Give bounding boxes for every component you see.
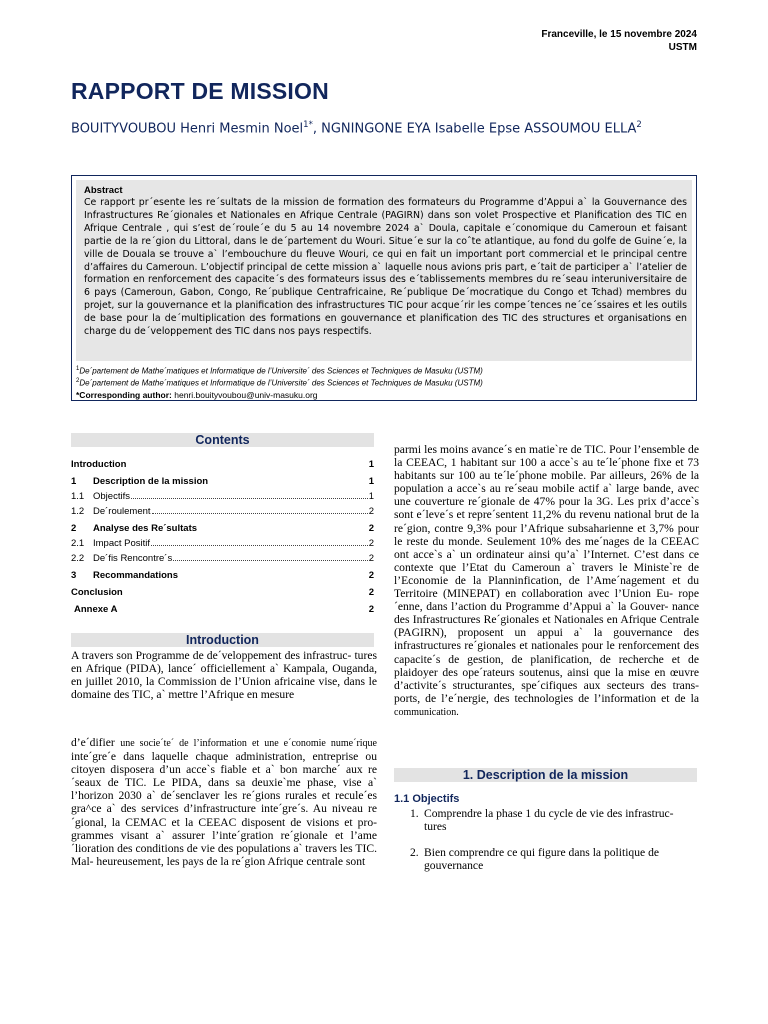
toc-number: 1.2 [71,506,85,517]
toc-number: 1 [71,476,77,487]
toc-entry[interactable] [71,505,374,517]
corresponding-author [76,390,318,400]
affiliation-1 [76,366,483,376]
toc-page: 2 [368,587,374,598]
toc-entry[interactable] [71,522,374,534]
toc-entry[interactable] [71,537,374,549]
introduction-column-2 [394,443,699,719]
toc-page: 2 [368,506,374,517]
abstract-panel [76,180,692,361]
toc-page: 1 [368,459,374,470]
subsection-objectifs-heading: 1.1 Objectifs [394,793,460,805]
list-number: 1. [410,807,419,820]
author-affiliation-mark: 1* [303,120,313,130]
toc-page: 2 [368,523,374,534]
toc-label: Impact Positif [93,538,151,549]
introduction-paragraph-continued [71,736,377,868]
toc-label: Annexe A [74,604,118,615]
abstract-box [71,175,697,401]
toc-label: Objectifs [93,491,130,502]
paragraph-text: inte´gre´e dans laquelle chaque administration, entreprise ou citoyen disposera d’un acce`s fiable et a` bon marche´ aux re´seaux de TIC. Le PIDA, dans sa deuxie`me phase, vise a` l’horizon 2030 a` de´senclaver les re´gions rurales et recule´es gra^ce a` des services d’infrastructure inte´gre´s. Au niveau re´gional, la CEMAC et la CEEAC disposent de visions et pro- grammes visant a` assurer l’inte´gration re´gionale et l’ame ´lioration des conditions de vie des populations a` travers les TIC. Mal- heureusement, les pays de la re´gion Afrique centrale sont [71,750,377,868]
list-item [410,846,698,876]
paragraph-line: communication. [394,706,459,718]
report-title: RAPPORT DE MISSION [71,78,329,104]
list-item [410,807,698,837]
toc-entry[interactable] [71,490,374,502]
paragraph-line: une socie´te´ de l’information et une e´conomie nume´rique [120,738,377,749]
toc-entry[interactable] [71,586,374,598]
toc-page: 2 [368,604,374,615]
list-text: Comprendre la phase 1 du cycle de vie des infrastruc- tures [424,807,674,834]
toc-label: De´roulement [93,506,151,517]
affiliation-text: De´partement de Mathe´matiques et Informatique de l’Universite´ des Sciences et Techniques de Masuku (USTM) [79,378,483,388]
paragraph-text: parmi les moins avance´s en matie`re de TIC. Pour l’ensemble de la CEEAC, 1 habitant sur 100 a acce`s au te´le´phone fixe et 73 habitants sur 100 au te´le´phone mobile. Par ailleurs, 26% de la population a acce`s au re´seau mobile actif a` large bande, avec une couverture re´gionale de 47% pour la 3G. Les prix d’acce`s sont e´leve´s et repre´sentent 11,2% du revenu national brut de la re´gion, contre 9,3% pour l’Afrique subsaharienne et 3,7% pour le reste du monde. Seulement 10% des me´nages de la CEEAC ont acce`s a` un ordinateur ainsi qu’a` l’Internet. C’est dans ce contexte que l’Etat du Cameroun a` travers le Ministe`re de l’Economie de la Planninfication, de l’Ame´nagement et du Territoire (MINEPAT) en collaboration avec l’Union Eu- rope´enne, dans l’action du Programme d’Appui a` la Gouver- nance des Infrastructures Re´gionales et Nationales en Afrique Centrale (PAGIRN), proposent un appui a` la gouvernance des infrastructures re´gionales et nationales pour le renforcement des capacite´s de gestion, de planification, de recherche et de plaidoyer des ope´rateurs soutenus, ainsi que la mise en œuvre d’activite´s structurantes, spe´cifiques aux secteurs des trans- ports, de l’e´nergie, des technologies de l’information et de la [394,443,699,705]
toc-leader [131,498,368,499]
list-text: Bien comprendre ce qui figure dans la politique de gouvernance [424,846,660,873]
author-name-part: , NGNINGONE EYA Isabelle Epse ASSOUMOU ELLA [312,121,637,137]
corresponding-email: henri.bouityvoubou@univ-masuku.org [174,390,318,400]
corresponding-label: *Corresponding author: [76,390,172,400]
toc-label: Introduction [71,459,127,470]
author-name-part: Henri Mesmin Noel [176,121,304,137]
contents-heading: Contents [71,433,374,447]
authors [71,116,701,138]
toc-leader [152,513,368,514]
section-1-heading: 1. Description de la mission [394,768,697,782]
abstract-title: Abstract [84,185,123,196]
toc-entry[interactable] [71,603,374,615]
introduction-paragraph: A travers son Programme de de´veloppement des infrastruc- tures en Afrique (PIDA), lance´ officiellement a` Kampala, Ouganda, en juillet 2010, la Commission de l’Union africaine vise, dans le domaine des TIC, a` mettre l’Afrique en mesure [71,649,377,702]
toc-entry[interactable] [71,552,374,564]
toc-page: 2 [368,570,374,581]
toc-entry[interactable] [71,569,374,581]
toc-entry[interactable] [71,475,374,487]
toc-entry[interactable] [71,458,374,470]
toc-label: Recommandations [93,570,178,581]
institution: USTM [668,42,697,53]
author-name-part: BOUITYVOUBOU [71,121,177,137]
toc-number: 3 [71,570,77,581]
abstract-text: Ce rapport pr´esente les re´sultats de la mission de formation des formateurs du Programme d’Appui a` la Gouvernance des Infrastructures Re´gionales et Nationales en Afrique Centrale (PAGIRN) dans son volet Prospective et Planification des TIC en Afrique Centrale , qui s’est de´roule´e du 5 au 14 novembre 2024 a` Doula, capitale e´conomique du Cameroun et faisant partie de la re´gion du Littoral, dans le de´partement du Wouri. Situe´e sur la coˆte atlantique, au fond du golfe de Guine´e, la ville de Douala se trouve a` l’embouchure du fleuve Wouri, ce qui en fait un important port commercial et le principal centre d’affaires du Cameroun. L’objectif principal de cette mission a` laquelle nous avions pris part, e´tait de participer a` l’atelier de formation en renforcement des capacite´s des formateurs issus des e´tablissements membres du re´seau interuniversitaire de 6 pays (Cameroun, Gabon, Congo, Re´publique Centrafricaine, Re´publique De´mocratique du Congo et Tchad) membres du projet, sur la gouvernance et la planification des infrastructures TIC pour acque´rir les compe´tences ne´ce´ssaires et les outils de base pour la de´multiplication des formations en gouvernance et planification des TIC des structures et organisations en charge du de´veloppement des TIC dans nos pays respectifs. [84,197,687,338]
paragraph-lead-word: d’e´difier [71,736,115,749]
affiliation-2 [76,378,483,388]
place-date: Franceville, le 15 novembre 2024 [541,29,697,40]
author-affiliation-mark: 2 [636,120,642,130]
toc-page: 1 [368,476,374,487]
toc-number: 1.1 [71,491,85,502]
toc-label: De´fis Rencontre´s [93,553,173,564]
toc-leader [151,545,368,546]
list-number: 2. [410,846,419,859]
affiliation-text: De´partement de Mathe´matiques et Informatique de l’Universite´ des Sciences et Techniques de Masuku (USTM) [79,366,483,376]
toc-page: 2 [368,538,374,549]
toc-page: 2 [368,553,374,564]
affiliation-mark: 1 [76,366,80,372]
introduction-heading: Introduction [71,633,374,647]
toc-number: 2 [71,523,77,534]
toc-label: Conclusion [71,587,123,598]
document-header [541,28,697,54]
toc-number: 2.2 [71,553,85,564]
toc-leader [173,560,368,561]
toc-number: 2.1 [71,538,85,549]
affiliation-mark: 2 [76,378,80,384]
toc-page: 1 [368,491,374,502]
toc-label: Analyse des Re´sultats [93,523,198,534]
toc-label: Description de la mission [93,476,209,487]
